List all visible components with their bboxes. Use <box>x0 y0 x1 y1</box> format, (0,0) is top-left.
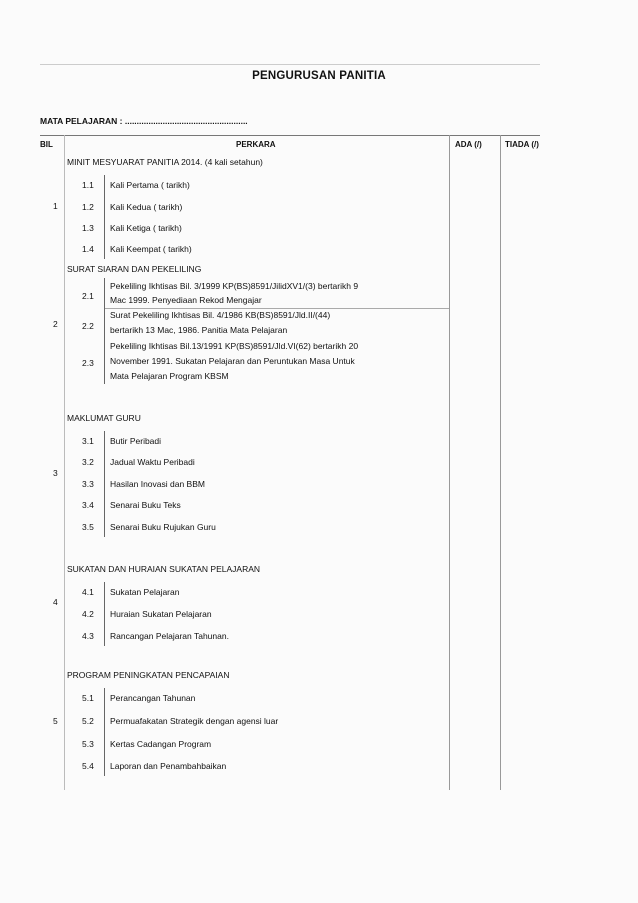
item-text: Mac 1999. Penyediaan Rekod Mengajar <box>110 295 262 305</box>
item-separator <box>104 582 105 646</box>
top-border <box>40 64 540 65</box>
section-title: MAKLUMAT GURU <box>67 413 141 423</box>
section-bil: 1 <box>53 201 58 211</box>
header-bil: BIL <box>40 140 53 149</box>
item-text: Laporan dan Penambahbaikan <box>110 761 227 771</box>
item-text: Mata Pelajaran Program KBSM <box>110 371 229 381</box>
item-text: bertarikh 13 Mac, 1986. Panitia Mata Pelajaran <box>110 325 288 335</box>
item-text: Huraian Sukatan Pelajaran <box>110 609 212 619</box>
item-text: Surat Pekeliling Ikhtisas Bil. 4/1986 KB(BS)8591/Jld.II/(44) <box>110 310 331 320</box>
item-number: 1.4 <box>82 244 94 254</box>
section-bil: 2 <box>53 319 58 329</box>
item-text: Senarai Buku Teks <box>110 500 181 510</box>
header-tiada: TIADA (/) <box>505 140 539 149</box>
item-number: 1.3 <box>82 223 94 233</box>
item-separator <box>104 688 105 776</box>
item-number: 4.3 <box>82 631 94 641</box>
section-bil: 5 <box>53 716 58 726</box>
item-text: November 1991. Sukatan Pelajaran dan Peruntukan Masa Untuk <box>110 356 355 366</box>
section-title: SUKATAN DAN HURAIAN SUKATAN PELAJARAN <box>67 564 261 574</box>
header-perkara: PERKARA <box>236 140 276 149</box>
item-number: 1.2 <box>82 202 94 212</box>
item-number: 5.1 <box>82 693 94 703</box>
item-number: 3.1 <box>82 436 94 446</box>
section-title: PROGRAM PENINGKATAN PENCAPAIAN <box>67 670 230 680</box>
item-number: 4.2 <box>82 609 94 619</box>
item-number: 2.1 <box>82 291 94 301</box>
item-text: Kali Pertama ( tarikh) <box>110 180 190 190</box>
item-separator <box>104 278 105 384</box>
bil-column-rule <box>64 135 65 790</box>
item-number: 1.1 <box>82 180 94 190</box>
item-text: Pekeliling Ikhtisas Bil.13/1991 KP(BS)8591/Jld.VI(62) bertarikh 20 <box>110 341 359 351</box>
item-text: Pekeliling Ikhtisas Bil. 3/1999 KP(BS)8591/JilidXV1/(3) bertarikh 9 <box>110 281 359 291</box>
item-number: 3.3 <box>82 479 94 489</box>
page-title: PENGURUSAN PANITIA <box>252 70 386 82</box>
item-text: Kali Ketiga ( tarikh) <box>110 223 182 233</box>
item-text: Kali Kedua ( tarikh) <box>110 202 183 212</box>
item-separator <box>104 431 105 537</box>
subject-blank: .................................................... <box>124 116 248 126</box>
item-text: Senarai Buku Rujukan Guru <box>110 522 216 532</box>
section-bil: 3 <box>53 468 58 478</box>
item-number: 4.1 <box>82 587 94 597</box>
ada-column-rule <box>449 135 450 790</box>
item-text: Jadual Waktu Peribadi <box>110 457 195 467</box>
item-text: Sukatan Pelajaran <box>110 587 180 597</box>
subject-label: MATA PELAJARAN : <box>40 116 123 126</box>
item-text: Hasilan Inovasi dan BBM <box>110 479 205 489</box>
subject-line <box>40 116 248 126</box>
item-number: 5.2 <box>82 716 94 726</box>
item-text: Butir Peribadi <box>110 436 162 446</box>
header-ada: ADA (/) <box>455 140 482 149</box>
header-top-rule <box>40 135 540 136</box>
item-number: 2.3 <box>82 358 94 368</box>
section-title: SURAT SIARAN DAN PEKELILING <box>67 264 202 274</box>
item-text: Kali Keempat ( tarikh) <box>110 244 192 254</box>
item-number: 3.4 <box>82 500 94 510</box>
item-text: Perancangan Tahunan <box>110 693 196 703</box>
section-bil: 4 <box>53 597 58 607</box>
item-number: 5.3 <box>82 739 94 749</box>
item-number: 2.2 <box>82 321 94 331</box>
item-separator <box>104 175 105 259</box>
item-number: 5.4 <box>82 761 94 771</box>
tiada-column-rule <box>500 135 501 790</box>
section-title: MINIT MESYUARAT PANITIA 2014. (4 kali setahun) <box>67 157 263 167</box>
item-number: 3.2 <box>82 457 94 467</box>
item-text: Kertas Cadangan Program <box>110 739 212 749</box>
item-text: Rancangan Pelajaran Tahunan. <box>110 631 229 641</box>
item-text: Permuafakatan Strategik dengan agensi luar <box>110 716 279 726</box>
item-number: 3.5 <box>82 522 94 532</box>
